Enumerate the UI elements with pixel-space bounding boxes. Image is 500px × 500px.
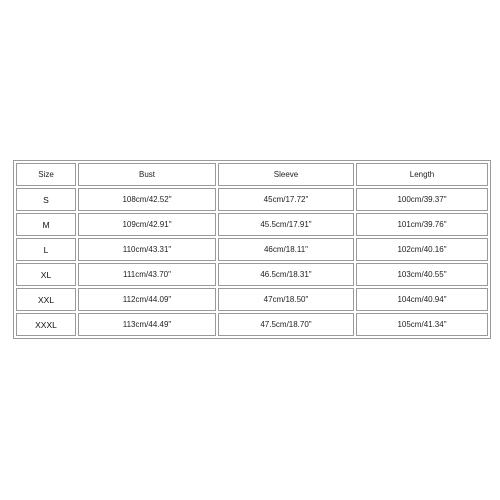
bust-cell: 109cm/42.91" bbox=[78, 213, 216, 236]
header-sleeve: Sleeve bbox=[218, 163, 354, 186]
sleeve-cell: 45.5cm/17.91" bbox=[218, 213, 354, 236]
length-cell: 100cm/39.37" bbox=[356, 188, 488, 211]
bust-cell: 113cm/44.49" bbox=[78, 313, 216, 336]
length-cell: 105cm/41.34" bbox=[356, 313, 488, 336]
sleeve-cell: 45cm/17.72" bbox=[218, 188, 354, 211]
length-cell: 101cm/39.76" bbox=[356, 213, 488, 236]
sleeve-cell: 46cm/18.11" bbox=[218, 238, 354, 261]
length-cell: 102cm/40.16" bbox=[356, 238, 488, 261]
table-row bbox=[16, 213, 488, 236]
sleeve-cell: 47cm/18.50" bbox=[218, 288, 354, 311]
size-cell: M bbox=[16, 213, 76, 236]
length-cell: 103cm/40.55" bbox=[356, 263, 488, 286]
header-length: Length bbox=[356, 163, 488, 186]
size-cell: S bbox=[16, 188, 76, 211]
bust-cell: 110cm/43.31" bbox=[78, 238, 216, 261]
sleeve-cell: 47.5cm/18.70" bbox=[218, 313, 354, 336]
header-bust: Bust bbox=[78, 163, 216, 186]
header-size: Size bbox=[16, 163, 76, 186]
size-cell: L bbox=[16, 238, 76, 261]
sleeve-cell: 46.5cm/18.31" bbox=[218, 263, 354, 286]
table-row bbox=[16, 263, 488, 286]
size-cell: XL bbox=[16, 263, 76, 286]
table-row bbox=[16, 313, 488, 336]
bust-cell: 108cm/42.52" bbox=[78, 188, 216, 211]
size-cell: XXXL bbox=[16, 313, 76, 336]
size-cell: XXL bbox=[16, 288, 76, 311]
table-row bbox=[16, 238, 488, 261]
length-cell: 104cm/40.94" bbox=[356, 288, 488, 311]
bust-cell: 112cm/44.09" bbox=[78, 288, 216, 311]
table-row bbox=[16, 188, 488, 211]
size-chart-table bbox=[13, 160, 491, 339]
table-row bbox=[16, 288, 488, 311]
bust-cell: 111cm/43.70" bbox=[78, 263, 216, 286]
table-header-row bbox=[16, 163, 488, 186]
